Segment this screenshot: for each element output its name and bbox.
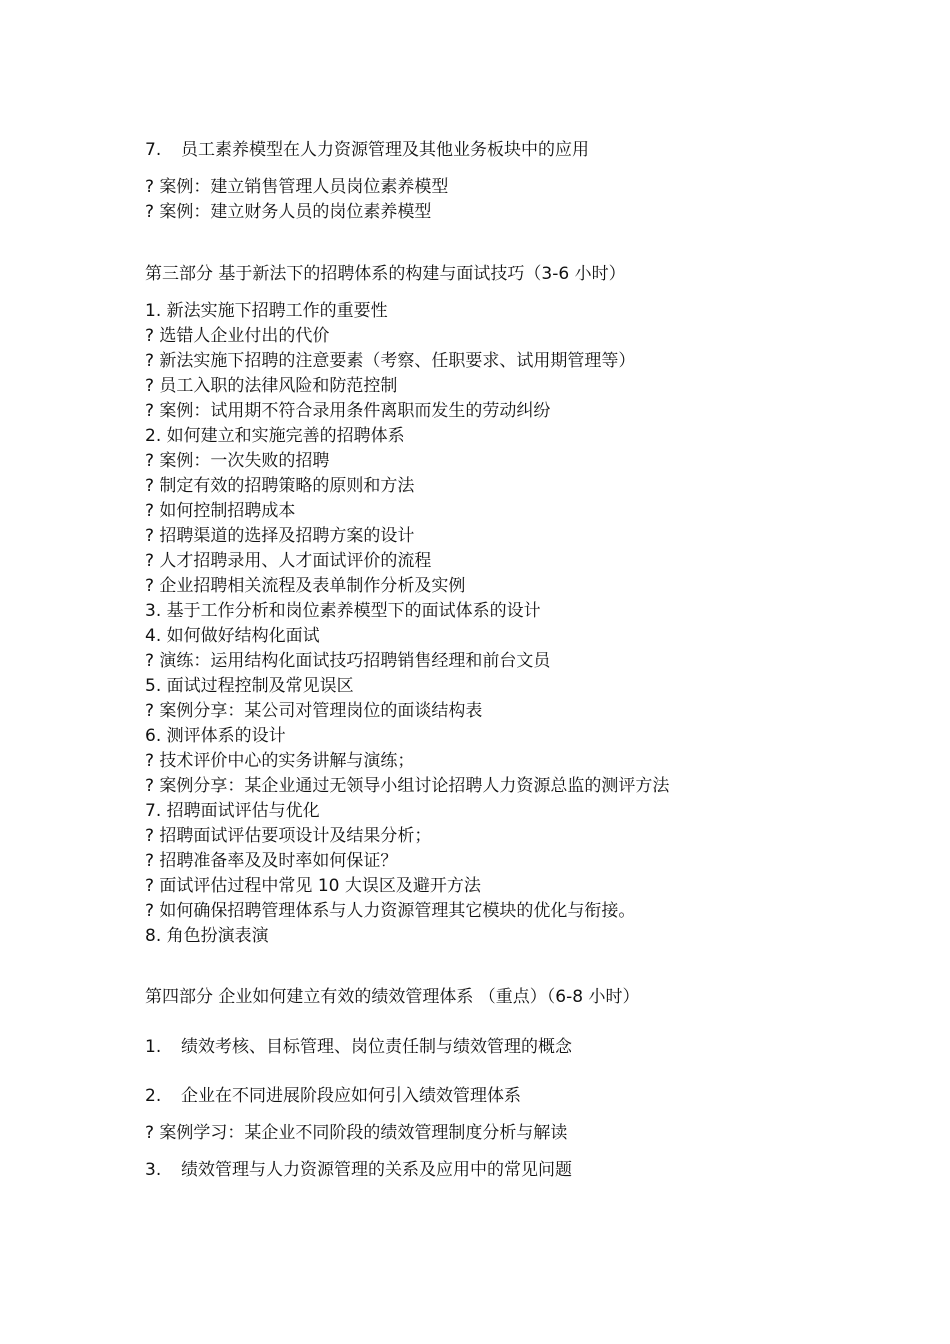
part3-line: ? 制定有效的招聘策略的原则和方法 bbox=[145, 476, 415, 496]
part3-line: ? 案例分享：某公司对管理岗位的面谈结构表 bbox=[145, 701, 483, 721]
part3-line: 1. 新法实施下招聘工作的重要性 bbox=[145, 301, 388, 321]
part4-item-2 bbox=[145, 1084, 521, 1108]
part3-line: ? 演练：运用结构化面试技巧招聘销售经理和前台文员 bbox=[145, 651, 551, 671]
part3-line: ? 选错人企业付出的代价 bbox=[145, 326, 330, 346]
part3-line: ? 人才招聘录用、人才面试评价的流程 bbox=[145, 551, 432, 571]
part3-line: ? 招聘渠道的选择及招聘方案的设计 bbox=[145, 526, 415, 546]
part4-item-2-number: 2. bbox=[145, 1086, 162, 1106]
part3-line: ? 如何确保招聘管理体系与人力资源管理其它模块的优化与衔接。 bbox=[145, 901, 636, 921]
section7-heading-number: 7. bbox=[145, 140, 162, 160]
section7-item: ? 案例：建立销售管理人员岗位素养模型 bbox=[145, 177, 449, 197]
part3-line: 5. 面试过程控制及常见误区 bbox=[145, 676, 354, 696]
part3-line: ? 企业招聘相关流程及表单制作分析及实例 bbox=[145, 576, 466, 596]
part4-item-1 bbox=[145, 1035, 572, 1059]
part3-line: 2. 如何建立和实施完善的招聘体系 bbox=[145, 426, 405, 446]
part4-title: 第四部分 企业如何建立有效的绩效管理体系 （重点）（6-8 小时） bbox=[145, 987, 640, 1007]
part3-line: ? 技术评价中心的实务讲解与演练； bbox=[145, 751, 415, 771]
part3-line: ? 如何控制招聘成本 bbox=[145, 501, 296, 521]
part3-line: ? 招聘准备率及及时率如何保证？ bbox=[145, 851, 398, 871]
part3-line: 8. 角色扮演表演 bbox=[145, 926, 269, 946]
part4-case: ? 案例学习：某企业不同阶段的绩效管理制度分析与解读 bbox=[145, 1123, 568, 1143]
section7-item: ? 案例：建立财务人员的岗位素养模型 bbox=[145, 202, 432, 222]
section7-heading bbox=[145, 138, 589, 162]
part3-line: ? 面试评估过程中常见 10 大误区及避开方法 bbox=[145, 876, 481, 896]
part4-item-3 bbox=[145, 1158, 572, 1182]
part3-line: ? 新法实施下招聘的注意要素（考察、任职要求、试用期管理等） bbox=[145, 351, 636, 371]
part3-line: 3. 基于工作分析和岗位素养模型下的面试体系的设计 bbox=[145, 601, 541, 621]
part3-line: 6. 测评体系的设计 bbox=[145, 726, 286, 746]
part4-item-3-text: 绩效管理与人力资源管理的关系及应用中的常见问题 bbox=[181, 1160, 572, 1180]
part4-item-1-number: 1. bbox=[145, 1037, 162, 1057]
part4-item-1-text: 绩效考核、目标管理、岗位责任制与绩效管理的概念 bbox=[181, 1037, 572, 1057]
part4-item-3-number: 3. bbox=[145, 1160, 162, 1180]
part4-item-2-text: 企业在不同进展阶段应如何引入绩效管理体系 bbox=[181, 1086, 521, 1106]
part3-line: ? 案例分享：某企业通过无领导小组讨论招聘人力资源总监的测评方法 bbox=[145, 776, 670, 796]
part3-line: 7. 招聘面试评估与优化 bbox=[145, 801, 320, 821]
part3-line: ? 案例：一次失败的招聘 bbox=[145, 451, 330, 471]
part3-title: 第三部分 基于新法下的招聘体系的构建与面试技巧（3-6 小时） bbox=[145, 264, 626, 284]
part3-line: 4. 如何做好结构化面试 bbox=[145, 626, 320, 646]
part3-line: ? 员工入职的法律风险和防范控制 bbox=[145, 376, 398, 396]
part3-line: ? 案例：试用期不符合录用条件离职而发生的劳动纠纷 bbox=[145, 401, 551, 421]
part3-line: ? 招聘面试评估要项设计及结果分析； bbox=[145, 826, 432, 846]
section7-heading-text: 员工素养模型在人力资源管理及其他业务板块中的应用 bbox=[181, 140, 589, 160]
